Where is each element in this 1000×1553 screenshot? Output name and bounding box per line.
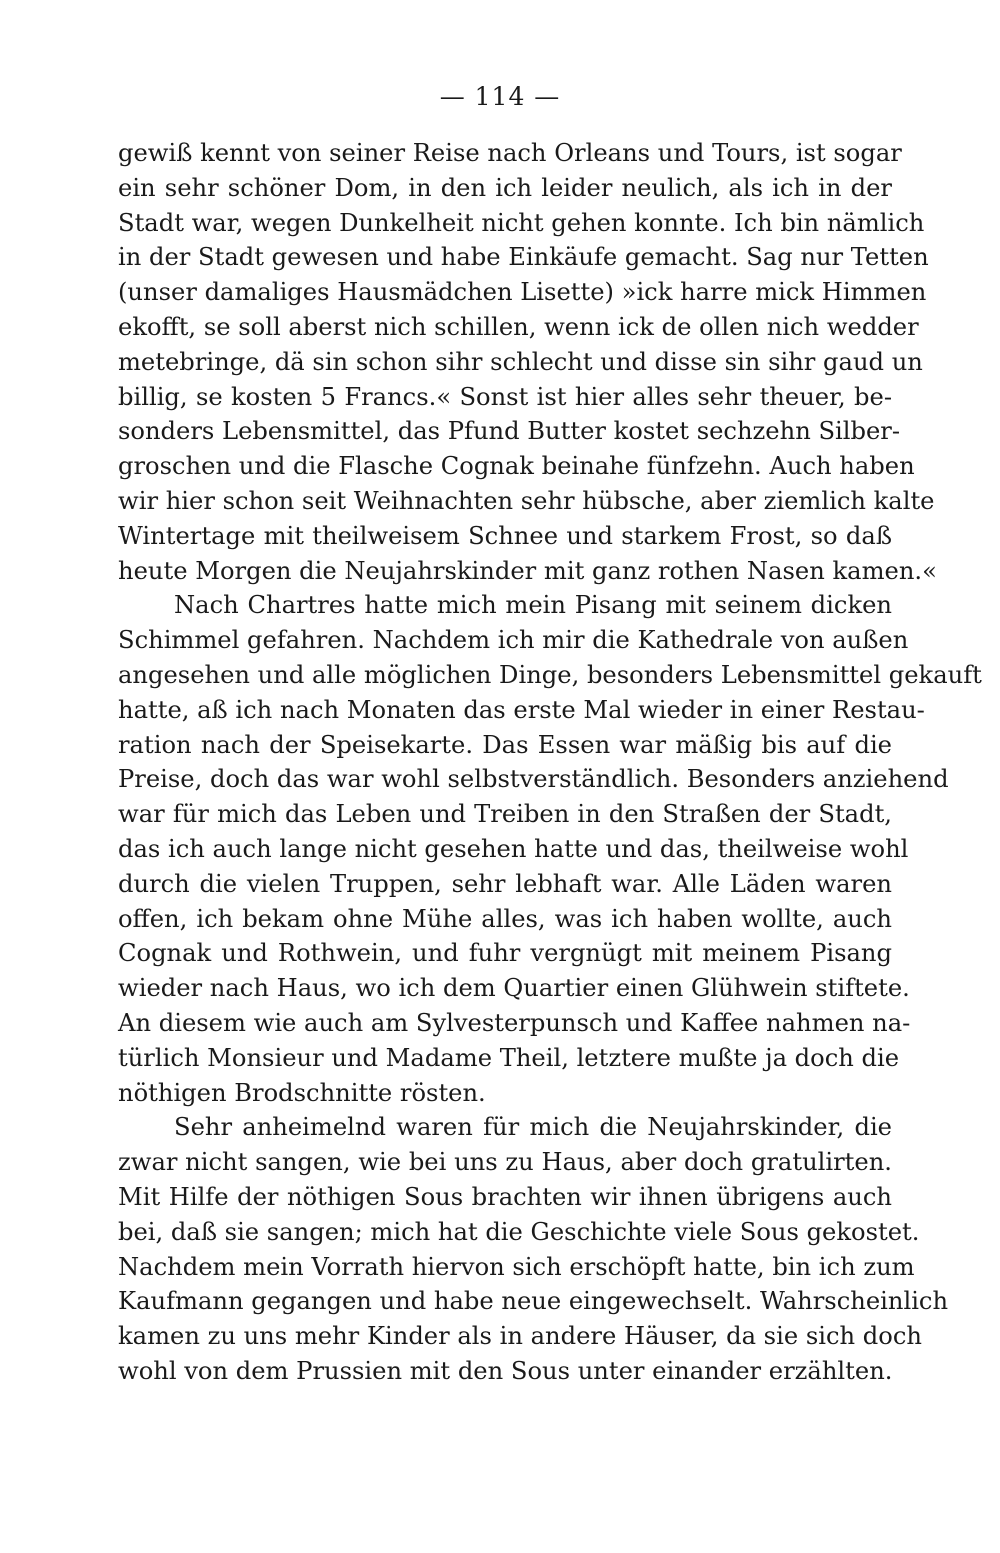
text-line: angesehen und alle möglichen Dinge, besonders Lebensmittel gekauft xyxy=(118,660,982,689)
text-line: Nach Chartres hatte mich mein Pisang mit seinem dicken xyxy=(174,591,892,620)
text-line: war für mich das Leben und Treiben in den Straßen der Stadt, xyxy=(118,800,892,829)
text-line: groschen und die Flasche Cognak beinahe fünfzehn. Auch haben xyxy=(118,452,915,481)
text-line: Nachdem mein Vorrath hiervon sich erschöpft hatte, bin ich zum xyxy=(118,1252,915,1281)
text-line: bei, daß sie sangen; mich hat die Geschichte viele Sous gekostet. xyxy=(118,1217,920,1246)
text-line: ekofft, se soll aberst nich schillen, wenn ick de ollen nich wedder xyxy=(118,312,919,341)
text-line: das ich auch lange nicht gesehen hatte und das, theilweise wohl xyxy=(118,834,909,863)
text-line: durch die vielen Truppen, sehr lebhaft war. Alle Läden waren xyxy=(118,869,892,898)
page-number: — 114 — xyxy=(439,82,561,111)
text-line: Preise, doch das war wohl selbstverständlich. Besonders anziehend xyxy=(118,765,949,794)
text-line: Mit Hilfe der nöthigen Sous brachten wir ihnen übrigens auch xyxy=(118,1182,892,1211)
text-line: Schimmel gefahren. Nachdem ich mir die Kathedrale von außen xyxy=(118,626,909,655)
text-line: zwar nicht sangen, wie bei uns zu Haus, aber doch gratulirten. xyxy=(118,1148,892,1177)
text-line: türlich Monsieur und Madame Theil, letztere mußte ja doch die xyxy=(118,1043,900,1072)
text-line: ration nach der Speisekarte. Das Essen war mäßig bis auf die xyxy=(118,730,892,759)
text-line: billig, se kosten 5 Francs.« Sonst ist hier alles sehr theuer, be- xyxy=(118,382,892,411)
body-text xyxy=(118,136,982,1389)
text-line: wir hier schon seit Weihnachten sehr hübsche, aber ziemlich kalte xyxy=(118,486,935,515)
text-line: (unser damaliges Hausmädchen Lisette) »ick harre mick Himmen xyxy=(118,278,927,307)
text-line: nöthigen Brodschnitte rösten. xyxy=(118,1078,486,1107)
text-line: offen, ich bekam ohne Mühe alles, was ich haben wollte, auch xyxy=(118,904,892,933)
text-line: ein sehr schöner Dom, in den ich leider neulich, als ich in der xyxy=(118,173,892,202)
text-line: hatte, aß ich nach Monaten das erste Mal wieder in einer Restau- xyxy=(118,695,925,724)
text-line: in der Stadt gewesen und habe Einkäufe gemacht. Sag nur Tetten xyxy=(118,243,929,272)
text-line: kamen zu uns mehr Kinder als in andere Häuser, da sie sich doch xyxy=(118,1322,922,1351)
text-line: wohl von dem Prussien mit den Sous unter einander erzählten. xyxy=(118,1356,893,1385)
text-line: Cognak und Rothwein, und fuhr vergnügt mit meinem Pisang xyxy=(118,939,892,968)
text-line: Sehr anheimelnd waren für mich die Neujahrskinder, die xyxy=(174,1113,892,1142)
text-line: Wintertage mit theilweisem Schnee und starkem Frost, so daß xyxy=(118,521,892,550)
text-line: wieder nach Haus, wo ich dem Quartier einen Glühwein stiftete. xyxy=(118,974,910,1003)
text-line: sonders Lebensmittel, das Pfund Butter kostet sechzehn Silber- xyxy=(118,417,901,446)
text-line: An diesem wie auch am Sylvesterpunsch und Kaffee nahmen na- xyxy=(118,1008,911,1037)
text-line: metebringe, dä sin schon sihr schlecht und disse sin sihr gaud un xyxy=(118,347,923,376)
text-line: heute Morgen die Neujahrskinder mit ganz rothen Nasen kamen.« xyxy=(118,556,937,585)
text-line: Stadt war, wegen Dunkelheit nicht gehen konnte. Ich bin nämlich xyxy=(118,208,925,237)
text-line: Kaufmann gegangen und habe neue eingewechselt. Wahrscheinlich xyxy=(118,1287,949,1316)
text-line: gewiß kennt von seiner Reise nach Orleans und Tours, ist sogar xyxy=(118,139,902,167)
